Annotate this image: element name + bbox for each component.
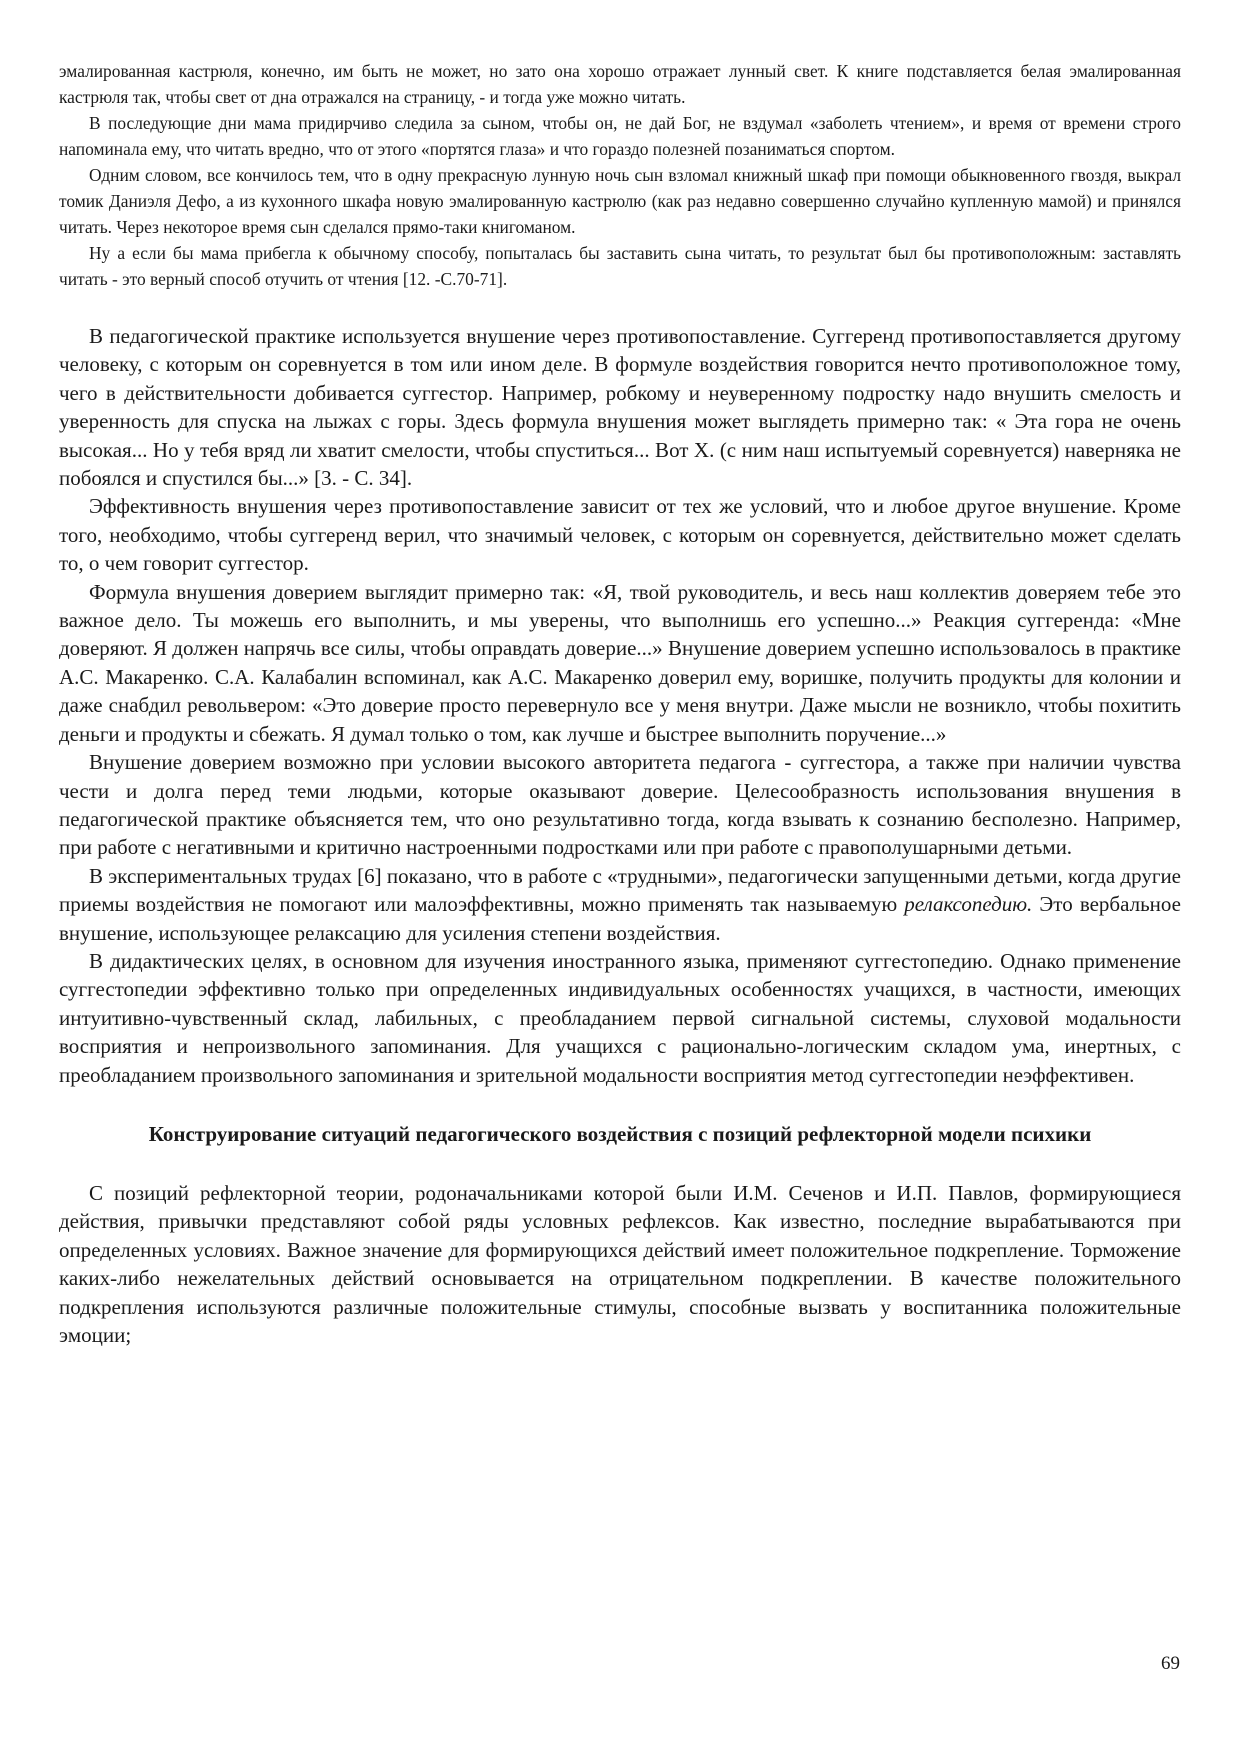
relaxopedia-text-after: Это вербальное внушение, использующее релаксацию для усиления степени воздействия. <box>59 892 1181 945</box>
relaxopedia-paragraph <box>59 862 1181 947</box>
main-paragraph-3: Формула внушения доверием выглядит примерно так: «Я, твой руководитель, и весь наш коллектив доверяем тебе это важное дело. Ты можешь его выполнить, и мы уверены, что выполнишь его успешно...» Реакция суггеренда: «Мне доверяют. Я должен напрячь все силы, чтобы оправдать доверие...» Внушение доверием успешно использовалось в практике А.С. Макаренко. С.А. Калабалин вспоминал, как А.С. Макаренко доверил ему, воришке, получить продукты для колонии и даже снабдил револьвером: «Это доверие просто перевернуло все у меня внутри. Даже мысли не возникло, чтобы похитить деньги и продукты и сбежать. Я думал только о том, как лучше и быстрее выполнить поручение...» <box>59 579 1181 746</box>
main-section <box>59 322 1181 1349</box>
intro-section <box>59 58 1181 292</box>
relaxopedia-term: релаксопедию. <box>904 892 1033 917</box>
suggestopedia-paragraph: В дидактических целях, в основном для изучения иностранного языка, применяют суггестопедию. Однако применение суггестопедии эффективно только при определенных индивидуальных особенностях учащихся, в частности, имеющих интуитивно-чувственный склад, лабильных, с преобладанием первой сигнальной системы, слуховой модальности восприятия и непроизвольного запоминания. Для учащихся с рационально-логическим складом ума, инертных, с преобладанием произвольного запоминания и зрительной модальности восприятия метод суггестопедии неэффективен. <box>59 948 1181 1087</box>
intro-paragraph-4: Ну а если бы мама прибегла к обычному способу, попыталась бы заставить сына читать, то результат был бы противоположным: заставлять читать - это верный способ отучить от чтения [12. -С.70-71]. <box>59 243 1181 289</box>
section-heading: Конструирование ситуаций педагогического воздействия с позиций рефлекторной модели психики <box>148 1121 1092 1146</box>
page-number: 69 <box>1161 1653 1180 1674</box>
main-paragraph-4: Внушение доверием возможно при условии высокого авторитета педагога - суггестора, а также при наличии чувства чести и долга перед теми людьми, которые оказывают доверие. Целесообразность использования внушения в педагогической практике объясняется тем, что оно результативно тогда, когда взывать к сознанию бесполезно. Например, при работе с негативными и критично настроенными подростками или при работе с правополушарными детьми. <box>59 750 1181 860</box>
main-paragraph-2: Эффективность внушения через противопоставление зависит от тех же условий, что и любое другое внушение. Кроме того, необходимо, чтобы суггеренд верил, что значимый человек, с которым он соревнуется, действительно может сделать то, о чем говорит суггестор. <box>59 494 1181 576</box>
document-page <box>59 58 1181 1349</box>
main-paragraph-1: В педагогической практике используется внушение через противопоставление. Суггеренд противопоставляется другому человеку, с которым он соревнуется в том или ином деле. В формуле воздействия говорится нечто противоположное тому, чего в действительности добивается суггестор. Например, робкому и неуверенному подростку надо внушить смелость и уверенность для спуска на лыжах с горы. Здесь формула внушения может выглядеть примерно так: « Эта гора не очень высокая... Но у тебя вряд ли хватит смелости, чтобы спуститься... Вот Х. (с ним наш испытуемый соревнуется) наверняка не побоялся и спустился бы...» [3. - С. 34]. <box>59 324 1181 491</box>
intro-paragraph-3: Одним словом, все кончилось тем, что в одну прекрасную лунную ночь сын взломал книжный шкаф при помощи обыкновенного гвоздя, выкрал томик Даниэля Дефо, а из кухонного шкафа новую эмалированную кастрюлю (как раз недавно совершенно случайно купленную мамой) и принялся читать. Через некоторое время сын сделался прямо-таки книгоманом. <box>59 165 1181 237</box>
intro-paragraph-1: эмалированная кастрюля, конечно, им быть не может, но зато она хорошо отражает лунный свет. К книге подставляется белая эмалированная кастрюля так, чтобы свет от дна отражался на страницу, - и тогда уже можно читать. <box>59 61 1181 107</box>
section-paragraph: С позиций рефлекторной теории, родоначальниками которой были И.М. Сеченов и И.П. Павлов, формирующиеся действия, привычки представляют собой ряды условных рефлексов. Как известно, последние вырабатываются при определенных условиях. Важное значение для формирующихся действий имеет положительное подкрепление. Торможение каких-либо нежелательных действий основывается на отрицательном подкреплении. В качестве положительного подкрепления используются различные положительные стимулы, способные вызвать у воспитанника положительные эмоции; <box>59 1180 1181 1347</box>
relaxopedia-text-before: В экспериментальных трудах [6] показано, что в работе с «трудными», педагогически запущенными детьми, когда другие приемы воздействия не помогают или малоэффективны, можно применять так называемую <box>59 863 1181 917</box>
intro-paragraph-2: В последующие дни мама придирчиво следила за сыном, чтобы он, не дай Бог, не вздумал «заболеть чтением», и время от времени строго напоминала ему, что читать вредно, что от этого «портятся глаза» и что гораздо полезней позаниматься спортом. <box>59 113 1181 159</box>
